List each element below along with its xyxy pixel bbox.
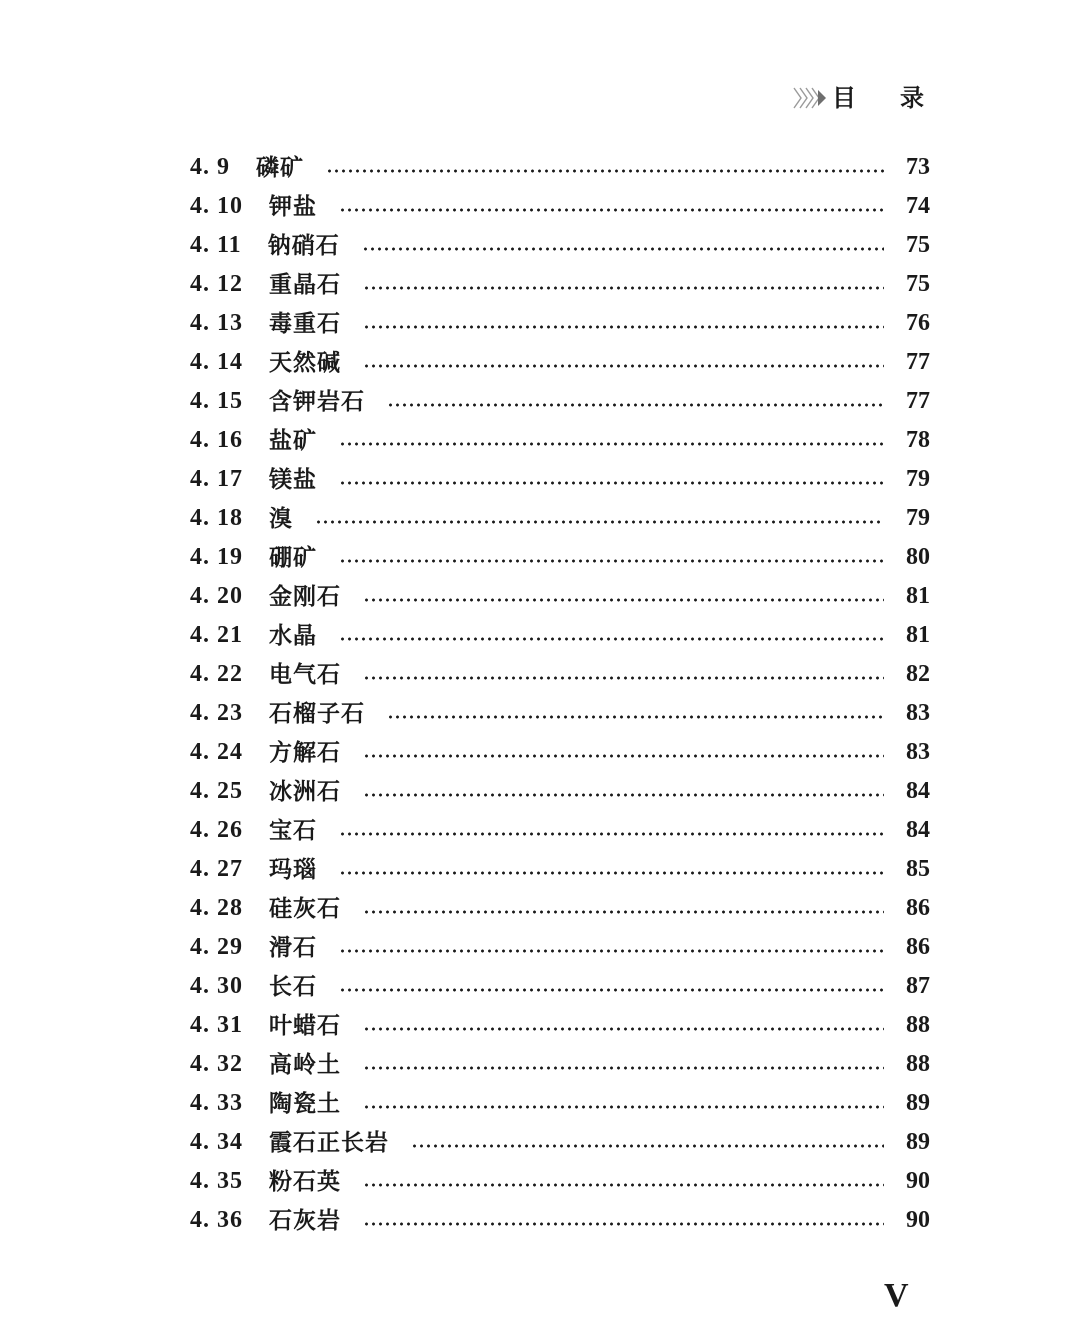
toc-section-title: 玛瑙: [269, 856, 317, 883]
toc-page-number: 76: [906, 310, 930, 336]
toc-section-title: 含钾岩石: [269, 388, 365, 415]
toc-dot-leader: [363, 1183, 884, 1187]
toc-entry[interactable]: [190, 538, 930, 577]
toc-page-number: 83: [906, 700, 930, 726]
toc-page-number: 81: [906, 622, 930, 648]
toc-section-title: 粉石英: [269, 1168, 341, 1195]
toc-section-title: 镁盐: [269, 466, 317, 493]
toc-section-number: 4. 13: [190, 310, 243, 336]
toc-entry[interactable]: [190, 1201, 930, 1240]
toc-section-number: 4. 14: [190, 349, 243, 375]
table-of-contents: [190, 148, 930, 1240]
chevron-stripes-icon: [790, 84, 828, 112]
toc-section-number: 4. 31: [190, 1012, 243, 1038]
toc-dot-leader: [339, 637, 884, 641]
toc-section-title: 钾盐: [269, 193, 317, 220]
toc-section-number: 4. 16: [190, 427, 243, 453]
toc-section-title: 毒重石: [269, 310, 341, 337]
toc-dot-leader: [363, 286, 884, 290]
toc-entry[interactable]: [190, 1123, 930, 1162]
toc-page-number: 88: [906, 1051, 930, 1077]
toc-entry[interactable]: [190, 889, 930, 928]
toc-page-number: 78: [906, 427, 930, 453]
toc-page-number: 75: [906, 232, 930, 258]
toc-entry[interactable]: [190, 460, 930, 499]
toc-dot-leader: [363, 364, 884, 368]
toc-section-number: 4. 17: [190, 466, 243, 492]
toc-section-number: 4. 18: [190, 505, 243, 531]
toc-page-number: 81: [906, 583, 930, 609]
toc-section-number: 4. 22: [190, 661, 243, 687]
toc-section-title: 宝石: [269, 817, 317, 844]
toc-section-number: 4. 32: [190, 1051, 243, 1077]
toc-page-number: 89: [906, 1129, 930, 1155]
page-header: [790, 80, 930, 116]
toc-page-number: 79: [906, 466, 930, 492]
toc-dot-leader: [339, 481, 884, 485]
toc-dot-leader: [339, 832, 884, 836]
toc-section-title: 石灰岩: [269, 1207, 341, 1234]
toc-entry[interactable]: [190, 265, 930, 304]
toc-dot-leader: [387, 403, 884, 407]
toc-entry[interactable]: [190, 1162, 930, 1201]
toc-dot-leader: [363, 676, 884, 680]
toc-section-number: 4. 35: [190, 1168, 243, 1194]
toc-page-number: 83: [906, 739, 930, 765]
toc-page-number: 80: [906, 544, 930, 570]
toc-page-number: 86: [906, 895, 930, 921]
toc-page-number: 77: [906, 349, 930, 375]
toc-section-number: 4. 21: [190, 622, 243, 648]
toc-entry[interactable]: [190, 187, 930, 226]
toc-entry[interactable]: [190, 1045, 930, 1084]
toc-dot-leader: [315, 520, 884, 524]
toc-page-number: 86: [906, 934, 930, 960]
toc-section-title: 方解石: [269, 739, 341, 766]
toc-dot-leader: [362, 247, 884, 251]
toc-section-title: 陶瓷土: [269, 1090, 341, 1117]
toc-entry[interactable]: [190, 928, 930, 967]
toc-section-title: 钠硝石: [267, 232, 340, 259]
toc-section-number: 4. 23: [190, 700, 243, 726]
toc-page-number: 75: [906, 271, 930, 297]
toc-section-number: 4. 29: [190, 934, 243, 960]
toc-entry[interactable]: [190, 499, 930, 538]
toc-section-title: 重晶石: [269, 271, 341, 298]
toc-entry[interactable]: [190, 733, 930, 772]
toc-section-number: 4. 12: [190, 271, 243, 297]
toc-entry[interactable]: [190, 967, 930, 1006]
toc-entry[interactable]: [190, 577, 930, 616]
toc-dot-leader: [363, 910, 884, 914]
header-title-right: 录: [900, 83, 924, 112]
toc-section-title: 石榴子石: [269, 700, 365, 727]
toc-entry[interactable]: [190, 616, 930, 655]
toc-entry[interactable]: [190, 1084, 930, 1123]
toc-section-title: 滑石: [269, 934, 317, 961]
toc-dot-leader: [411, 1144, 884, 1148]
toc-entry[interactable]: [190, 421, 930, 460]
toc-entry[interactable]: [190, 304, 930, 343]
toc-section-title: 金刚石: [269, 583, 341, 610]
toc-section-number: 4. 10: [190, 193, 243, 219]
toc-section-number: 4. 20: [190, 583, 243, 609]
toc-dot-leader: [363, 793, 884, 797]
toc-section-number: 4. 9: [190, 154, 230, 180]
toc-section-number: 4. 15: [190, 388, 243, 414]
toc-entry[interactable]: [190, 226, 930, 265]
toc-page-number: 73: [906, 154, 930, 180]
toc-dot-leader: [339, 442, 884, 446]
toc-section-title: 水晶: [269, 622, 317, 649]
toc-entry[interactable]: [190, 772, 930, 811]
toc-dot-leader: [363, 598, 884, 602]
toc-section-title: 长石: [269, 973, 317, 1000]
toc-section-number: 4. 11: [190, 232, 242, 258]
toc-section-number: 4. 28: [190, 895, 243, 921]
toc-dot-leader: [363, 325, 884, 329]
toc-dot-leader: [339, 559, 884, 563]
toc-section-title: 硅灰石: [269, 895, 341, 922]
toc-page-number: 90: [906, 1168, 930, 1194]
toc-page-number: 84: [906, 817, 930, 843]
toc-entry[interactable]: [190, 1006, 930, 1045]
toc-dot-leader: [326, 169, 884, 173]
toc-dot-leader: [363, 754, 884, 758]
toc-section-number: 4. 36: [190, 1207, 243, 1233]
toc-section-title: 冰洲石: [269, 778, 341, 805]
toc-section-title: 高岭土: [269, 1051, 341, 1078]
toc-section-title: 霞石正长岩: [269, 1129, 389, 1156]
toc-dot-leader: [387, 715, 884, 719]
toc-section-number: 4. 27: [190, 856, 243, 882]
toc-entry[interactable]: [190, 148, 930, 187]
toc-dot-leader: [363, 1105, 884, 1109]
toc-section-number: 4. 34: [190, 1129, 243, 1155]
toc-section-title: 盐矿: [269, 427, 317, 454]
toc-dot-leader: [339, 208, 884, 212]
toc-entry[interactable]: [190, 850, 930, 889]
toc-entry[interactable]: [190, 655, 930, 694]
toc-page-number: 82: [906, 661, 930, 687]
toc-dot-leader: [339, 949, 884, 953]
toc-page-number: 77: [906, 388, 930, 414]
toc-entry[interactable]: [190, 811, 930, 850]
toc-page-number: 74: [906, 193, 930, 219]
toc-section-title: 硼矿: [269, 544, 317, 571]
toc-dot-leader: [339, 988, 884, 992]
toc-section-number: 4. 24: [190, 739, 243, 765]
toc-page-number: 79: [906, 505, 930, 531]
toc-page-number: 87: [906, 973, 930, 999]
toc-section-title: 溴: [269, 505, 293, 532]
toc-page-number: 84: [906, 778, 930, 804]
toc-section-number: 4. 25: [190, 778, 243, 804]
toc-entry[interactable]: [190, 343, 930, 382]
toc-section-title: 磷矿: [256, 154, 304, 181]
toc-section-title: 天然碱: [269, 349, 341, 376]
toc-entry[interactable]: [190, 382, 930, 421]
toc-section-number: 4. 30: [190, 973, 243, 999]
toc-section-number: 4. 33: [190, 1090, 243, 1116]
toc-section-title: 叶蜡石: [269, 1012, 341, 1039]
toc-dot-leader: [363, 1066, 884, 1070]
toc-page-number: 85: [906, 856, 930, 882]
toc-dot-leader: [363, 1222, 884, 1226]
toc-section-title: 电气石: [269, 661, 341, 688]
toc-page-number: 89: [906, 1090, 930, 1116]
header-title-left: 目: [832, 83, 856, 112]
toc-section-number: 4. 19: [190, 544, 243, 570]
toc-page-number: 88: [906, 1012, 930, 1038]
toc-page-number: 90: [906, 1207, 930, 1233]
page-number: V: [884, 1277, 909, 1314]
toc-section-number: 4. 26: [190, 817, 243, 843]
toc-dot-leader: [363, 1027, 884, 1031]
toc-dot-leader: [339, 871, 884, 875]
toc-entry[interactable]: [190, 694, 930, 733]
